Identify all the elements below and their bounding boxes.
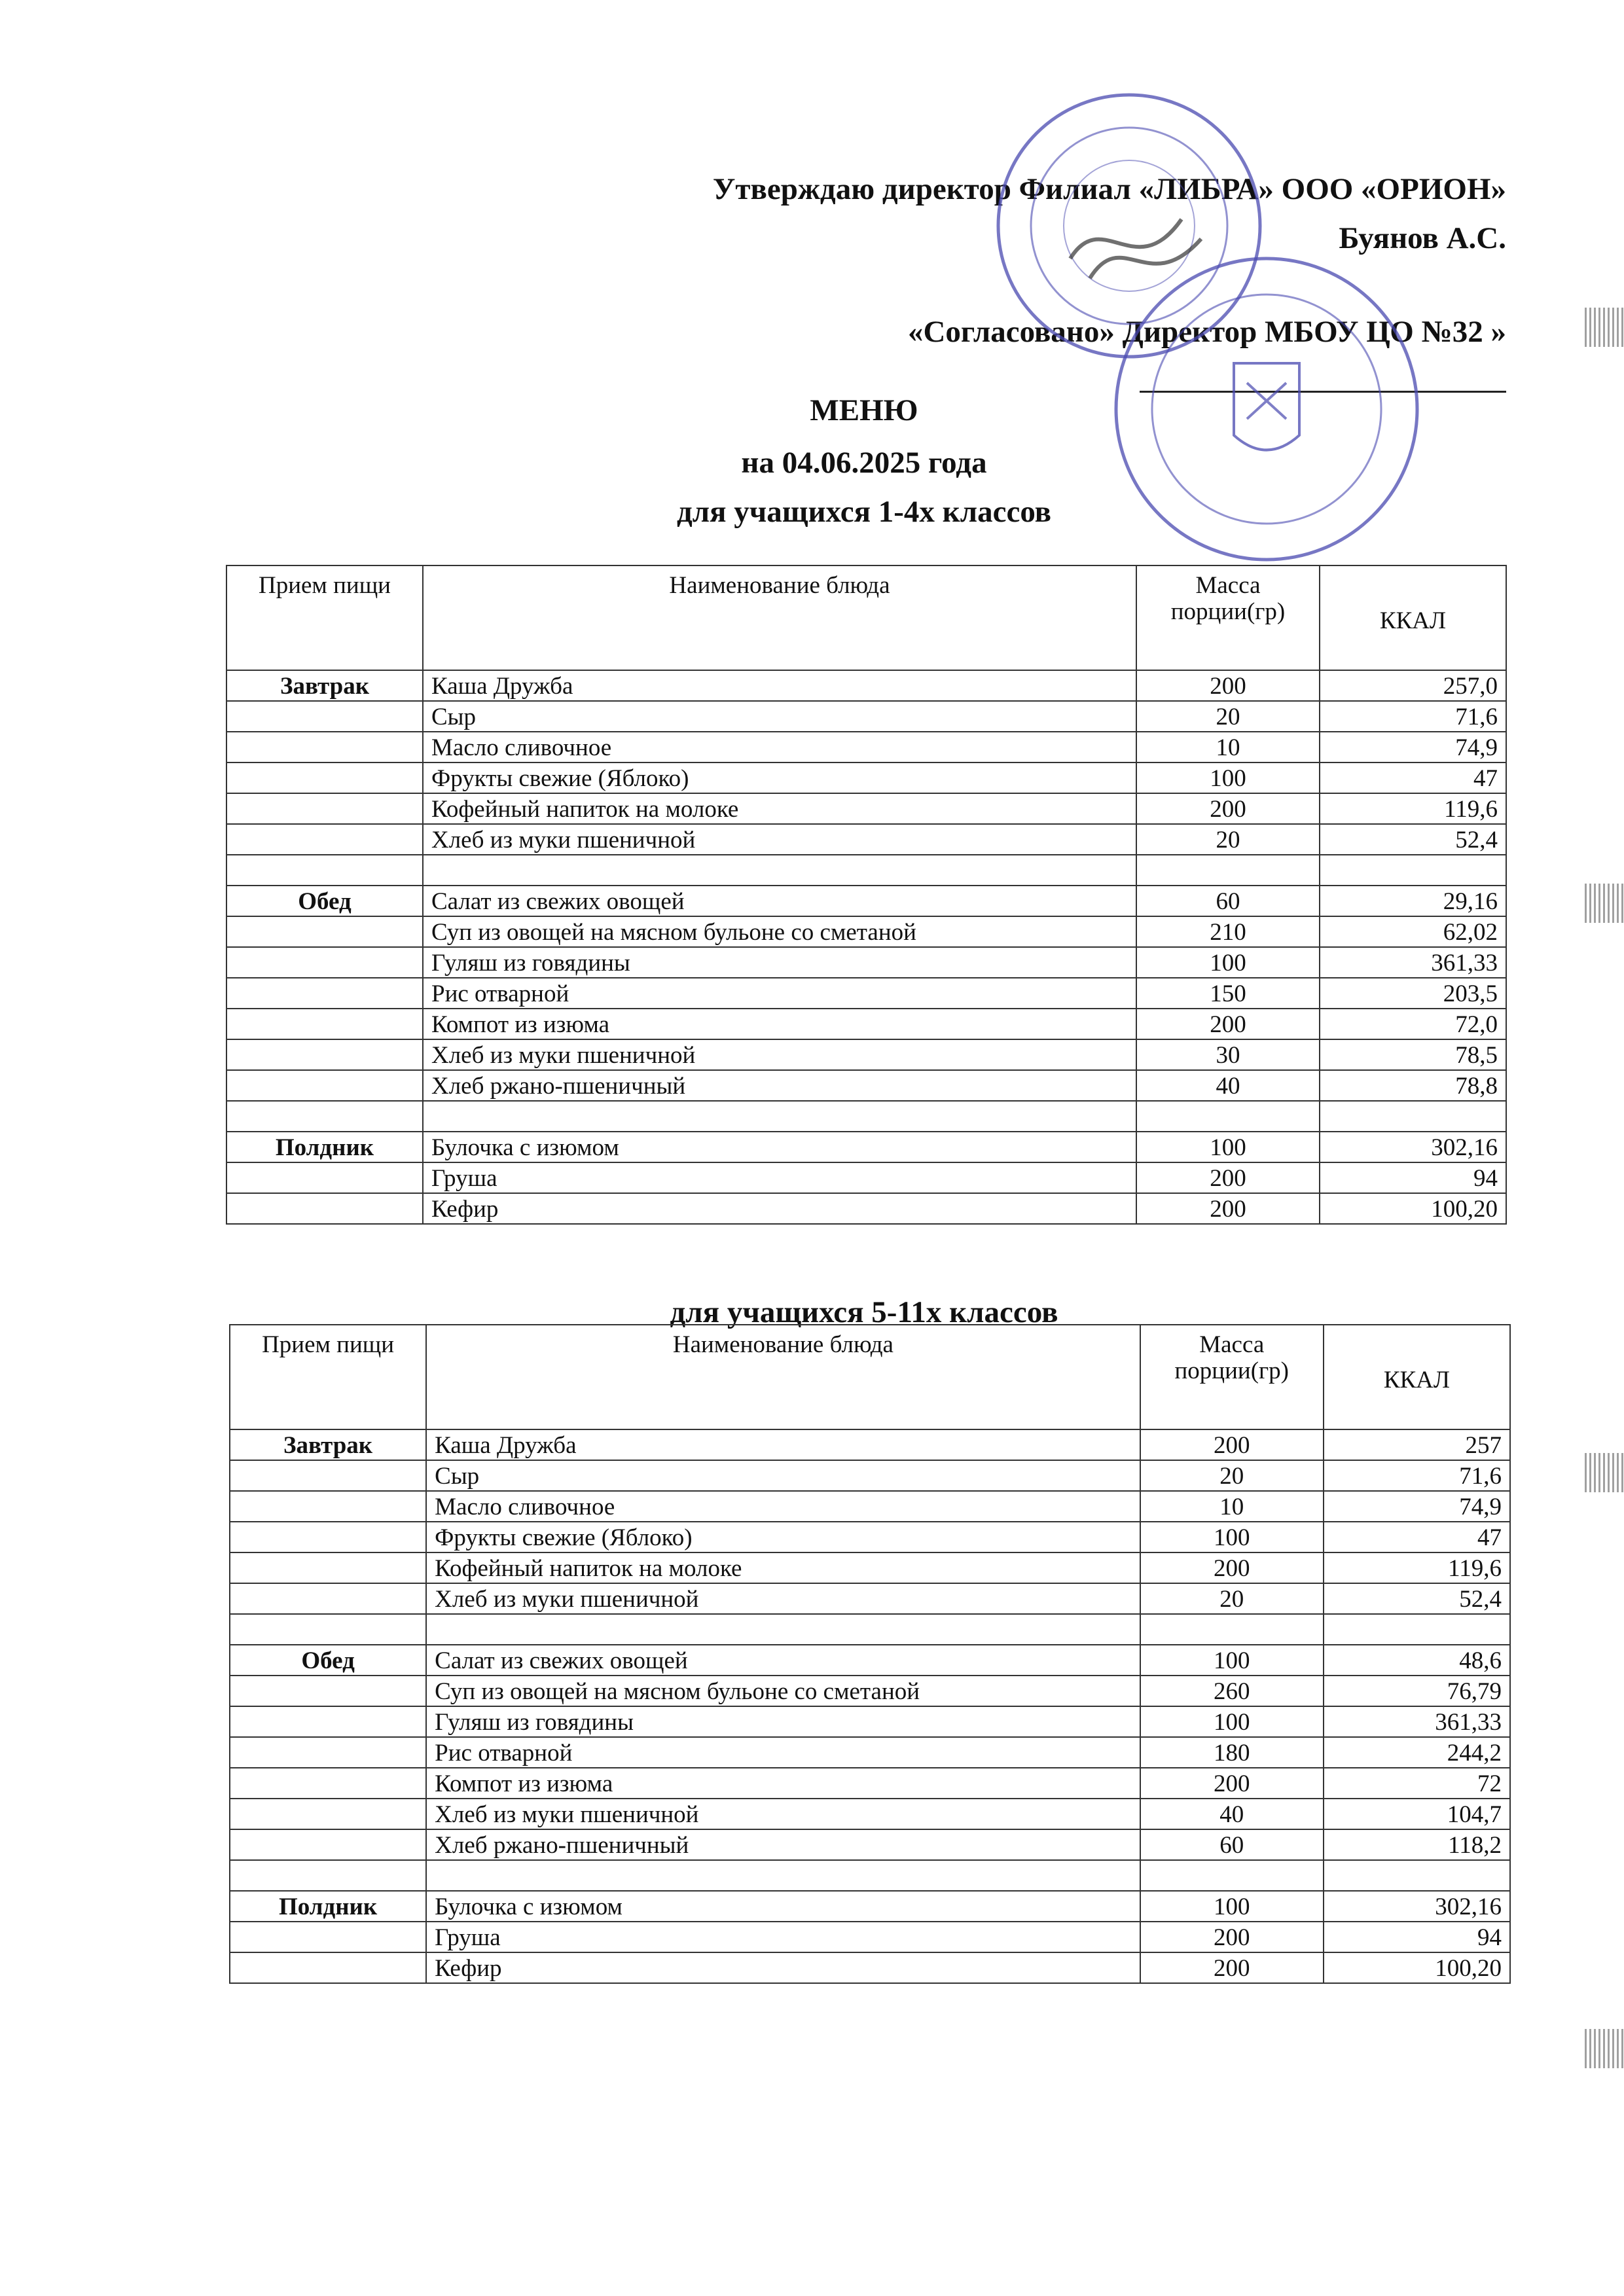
dish-cell — [426, 1860, 1140, 1891]
header-dish: Наименование блюда — [426, 1325, 1140, 1429]
table-row — [226, 1193, 1506, 1224]
meal-cell — [230, 1706, 426, 1737]
table-row — [226, 886, 1506, 916]
mass-cell: 200 — [1140, 1922, 1324, 1952]
kcal-cell — [1324, 1860, 1510, 1891]
table-row — [230, 1429, 1510, 1460]
table-row — [226, 1162, 1506, 1193]
kcal-cell: 74,9 — [1324, 1491, 1510, 1522]
mass-cell: 30 — [1136, 1039, 1320, 1070]
mass-cell: 200 — [1136, 1193, 1320, 1224]
kcal-cell: 361,33 — [1320, 947, 1506, 978]
mass-cell: 200 — [1136, 793, 1320, 824]
meal-cell — [230, 1737, 426, 1768]
dish-cell: Гуляш из говядины — [426, 1706, 1140, 1737]
meal-cell — [230, 1676, 426, 1706]
table-row — [226, 793, 1506, 824]
kcal-cell: 94 — [1320, 1162, 1506, 1193]
dish-cell: Суп из овощей на мясном бульоне со сметаной — [423, 916, 1136, 947]
dish-cell: Кофейный напиток на молоке — [423, 793, 1136, 824]
kcal-cell: 48,6 — [1324, 1645, 1510, 1676]
mass-cell: 200 — [1140, 1768, 1324, 1799]
kcal-cell: 119,6 — [1320, 793, 1506, 824]
meal-cell — [230, 1922, 426, 1952]
signer-name: Буянов А.С. — [1339, 221, 1506, 255]
menu-date: на 04.06.2025 года — [741, 446, 987, 480]
table-row — [226, 1070, 1506, 1101]
mass-cell — [1136, 855, 1320, 886]
dish-cell: Булочка с изюмом — [423, 1132, 1136, 1162]
dish-cell: Каша Дружба — [423, 670, 1136, 701]
kcal-cell: 78,8 — [1320, 1070, 1506, 1101]
mass-cell: 40 — [1140, 1799, 1324, 1829]
mass-cell: 20 — [1136, 824, 1320, 855]
kcal-cell: 52,4 — [1320, 824, 1506, 855]
table-row — [226, 855, 1506, 886]
header-kcal: ККАЛ — [1320, 565, 1506, 670]
table-row — [230, 1460, 1510, 1491]
kcal-cell: 257 — [1324, 1429, 1510, 1460]
approval-line: Утверждаю директор Филиал «ЛИБРА» ООО «ОРИОН» — [712, 172, 1506, 206]
dish-cell: Суп из овощей на мясном бульоне со сметаной — [426, 1676, 1140, 1706]
table-row — [230, 1645, 1510, 1676]
header-meal: Прием пищи — [230, 1325, 426, 1429]
meal-cell — [230, 1799, 426, 1829]
mass-cell: 60 — [1140, 1829, 1324, 1860]
dish-cell — [423, 855, 1136, 886]
kcal-cell: 100,20 — [1324, 1952, 1510, 1983]
mass-cell: 100 — [1136, 947, 1320, 978]
header-mass: Масса порции(гр) — [1136, 565, 1320, 670]
kcal-cell: 71,6 — [1320, 701, 1506, 732]
mass-cell: 100 — [1140, 1645, 1324, 1676]
kcal-cell: 72 — [1324, 1768, 1510, 1799]
meal-cell — [226, 855, 423, 886]
menu-table-grades-1-4 — [226, 565, 1507, 1225]
meal-cell — [226, 1101, 423, 1132]
table-header-row — [226, 565, 1506, 670]
meal-cell — [226, 1009, 423, 1039]
dish-cell: Гуляш из говядины — [423, 947, 1136, 978]
dish-cell: Каша Дружба — [426, 1429, 1140, 1460]
dish-cell: Кефир — [423, 1193, 1136, 1224]
meal-cell — [230, 1460, 426, 1491]
scan-mark — [1585, 2029, 1624, 2068]
mass-cell: 100 — [1140, 1522, 1324, 1552]
meal-cell — [230, 1552, 426, 1583]
mass-cell: 200 — [1140, 1429, 1324, 1460]
kcal-cell: 72,0 — [1320, 1009, 1506, 1039]
table-row — [230, 1583, 1510, 1614]
mass-cell — [1136, 1101, 1320, 1132]
kcal-cell — [1320, 1101, 1506, 1132]
meal-cell — [230, 1491, 426, 1522]
table-row — [226, 947, 1506, 978]
header-dish: Наименование блюда — [423, 565, 1136, 670]
kcal-cell: 94 — [1324, 1922, 1510, 1952]
dish-cell: Булочка с изюмом — [426, 1891, 1140, 1922]
kcal-cell — [1324, 1614, 1510, 1645]
kcal-cell: 361,33 — [1324, 1706, 1510, 1737]
dish-cell: Груша — [426, 1922, 1140, 1952]
table-row — [226, 732, 1506, 762]
dish-cell — [426, 1614, 1140, 1645]
meal-cell — [226, 732, 423, 762]
meal-cell — [230, 1952, 426, 1983]
dish-cell: Хлеб ржано-пшеничный — [423, 1070, 1136, 1101]
table-row — [230, 1952, 1510, 1983]
meal-cell — [226, 762, 423, 793]
kcal-cell: 52,4 — [1324, 1583, 1510, 1614]
dish-cell: Хлеб ржано-пшеничный — [426, 1829, 1140, 1860]
table-row — [230, 1614, 1510, 1645]
dish-cell: Хлеб из муки пшеничной — [426, 1799, 1140, 1829]
kcal-cell: 203,5 — [1320, 978, 1506, 1009]
kcal-cell: 302,16 — [1324, 1891, 1510, 1922]
mass-cell: 200 — [1140, 1552, 1324, 1583]
dish-cell: Салат из свежих овощей — [426, 1645, 1140, 1676]
mass-cell: 100 — [1136, 762, 1320, 793]
mass-cell: 100 — [1140, 1891, 1324, 1922]
mass-cell: 20 — [1140, 1460, 1324, 1491]
dish-cell: Хлеб из муки пшеничной — [423, 824, 1136, 855]
table-row — [226, 670, 1506, 701]
dish-cell: Сыр — [423, 701, 1136, 732]
scan-mark — [1585, 1453, 1624, 1492]
table-row — [226, 916, 1506, 947]
mass-cell — [1140, 1860, 1324, 1891]
mass-cell: 200 — [1140, 1952, 1324, 1983]
table-row — [230, 1860, 1510, 1891]
menu-title: МЕНЮ — [810, 393, 918, 427]
dish-cell: Компот из изюма — [423, 1009, 1136, 1039]
header-kcal: ККАЛ — [1324, 1325, 1510, 1429]
meal-cell: Обед — [230, 1645, 426, 1676]
mass-cell: 180 — [1140, 1737, 1324, 1768]
kcal-cell: 71,6 — [1324, 1460, 1510, 1491]
table-row — [230, 1706, 1510, 1737]
meal-cell — [226, 1070, 423, 1101]
meal-cell: Полдник — [230, 1891, 426, 1922]
table-row — [230, 1676, 1510, 1706]
meal-cell — [230, 1829, 426, 1860]
dish-cell — [423, 1101, 1136, 1132]
kcal-cell: 29,16 — [1320, 886, 1506, 916]
kcal-cell: 47 — [1324, 1522, 1510, 1552]
kcal-cell: 119,6 — [1324, 1552, 1510, 1583]
mass-cell — [1140, 1614, 1324, 1645]
mass-cell: 200 — [1136, 670, 1320, 701]
menu-table-grades-5-11 — [229, 1324, 1511, 1984]
table-row — [230, 1522, 1510, 1552]
table-row — [230, 1922, 1510, 1952]
kcal-cell: 104,7 — [1324, 1799, 1510, 1829]
kcal-cell: 244,2 — [1324, 1737, 1510, 1768]
dish-cell: Груша — [423, 1162, 1136, 1193]
mass-cell: 100 — [1140, 1706, 1324, 1737]
meal-cell — [226, 1039, 423, 1070]
header-mass: Масса порции(гр) — [1140, 1325, 1324, 1429]
table-row — [226, 762, 1506, 793]
kcal-cell: 302,16 — [1320, 1132, 1506, 1162]
table-body — [226, 670, 1506, 1224]
table-row — [230, 1799, 1510, 1829]
meal-cell — [230, 1768, 426, 1799]
mass-cell: 260 — [1140, 1676, 1324, 1706]
mass-cell: 200 — [1136, 1009, 1320, 1039]
meal-cell — [226, 1162, 423, 1193]
dish-cell: Хлеб из муки пшеничной — [423, 1039, 1136, 1070]
kcal-cell: 76,79 — [1324, 1676, 1510, 1706]
table-row — [226, 1039, 1506, 1070]
meal-cell — [230, 1583, 426, 1614]
scan-mark — [1585, 884, 1624, 923]
meal-cell: Полдник — [226, 1132, 423, 1162]
dish-cell: Рис отварной — [426, 1737, 1140, 1768]
meal-cell: Завтрак — [230, 1429, 426, 1460]
mass-cell: 210 — [1136, 916, 1320, 947]
table-row — [230, 1829, 1510, 1860]
kcal-cell: 74,9 — [1320, 732, 1506, 762]
meal-cell — [226, 947, 423, 978]
signature-line — [1140, 391, 1506, 393]
table-row — [230, 1768, 1510, 1799]
dish-cell: Кофейный напиток на молоке — [426, 1552, 1140, 1583]
table-row — [230, 1491, 1510, 1522]
dish-cell: Фрукты свежие (Яблоко) — [426, 1522, 1140, 1552]
dish-cell: Сыр — [426, 1460, 1140, 1491]
kcal-cell: 62,02 — [1320, 916, 1506, 947]
mass-cell: 60 — [1136, 886, 1320, 916]
kcal-cell: 100,20 — [1320, 1193, 1506, 1224]
dish-cell: Хлеб из муки пшеничной — [426, 1583, 1140, 1614]
meal-cell — [226, 978, 423, 1009]
mass-cell: 20 — [1136, 701, 1320, 732]
mass-cell: 100 — [1136, 1132, 1320, 1162]
mass-cell: 200 — [1136, 1162, 1320, 1193]
kcal-cell: 257,0 — [1320, 670, 1506, 701]
meal-cell — [230, 1614, 426, 1645]
dish-cell: Масло сливочное — [423, 732, 1136, 762]
table-row — [226, 1101, 1506, 1132]
table-body — [230, 1429, 1510, 1983]
meal-cell — [230, 1522, 426, 1552]
kcal-cell: 47 — [1320, 762, 1506, 793]
kcal-cell: 118,2 — [1324, 1829, 1510, 1860]
table-header-row — [230, 1325, 1510, 1429]
table-row — [230, 1552, 1510, 1583]
table-row — [230, 1737, 1510, 1768]
header-meal: Прием пищи — [226, 565, 423, 670]
group1-title: для учащихся 1-4х классов — [676, 495, 1052, 529]
table-row — [226, 1009, 1506, 1039]
table-row — [226, 824, 1506, 855]
mass-cell: 20 — [1140, 1583, 1324, 1614]
meal-cell — [226, 793, 423, 824]
mass-cell: 150 — [1136, 978, 1320, 1009]
dish-cell: Салат из свежих овощей — [423, 886, 1136, 916]
table-row — [226, 701, 1506, 732]
meal-cell — [226, 916, 423, 947]
dish-cell: Рис отварной — [423, 978, 1136, 1009]
group2-title: для учащихся 5-11х классов — [670, 1295, 1058, 1329]
table-row — [230, 1891, 1510, 1922]
dish-cell: Масло сливочное — [426, 1491, 1140, 1522]
dish-cell: Компот из изюма — [426, 1768, 1140, 1799]
dish-cell: Фрукты свежие (Яблоко) — [423, 762, 1136, 793]
dish-cell: Кефир — [426, 1952, 1140, 1983]
kcal-cell — [1320, 855, 1506, 886]
kcal-cell: 78,5 — [1320, 1039, 1506, 1070]
meal-cell: Обед — [226, 886, 423, 916]
mass-cell: 10 — [1140, 1491, 1324, 1522]
meal-cell: Завтрак — [226, 670, 423, 701]
mass-cell: 40 — [1136, 1070, 1320, 1101]
meal-cell — [226, 701, 423, 732]
meal-cell — [226, 1193, 423, 1224]
meal-cell — [230, 1860, 426, 1891]
table-row — [226, 1132, 1506, 1162]
agreement-line: «Согласовано» Директор МБОУ ЦО №32 » — [907, 315, 1506, 349]
mass-cell: 10 — [1136, 732, 1320, 762]
table-row — [226, 978, 1506, 1009]
meal-cell — [226, 824, 423, 855]
scan-mark — [1585, 308, 1624, 347]
